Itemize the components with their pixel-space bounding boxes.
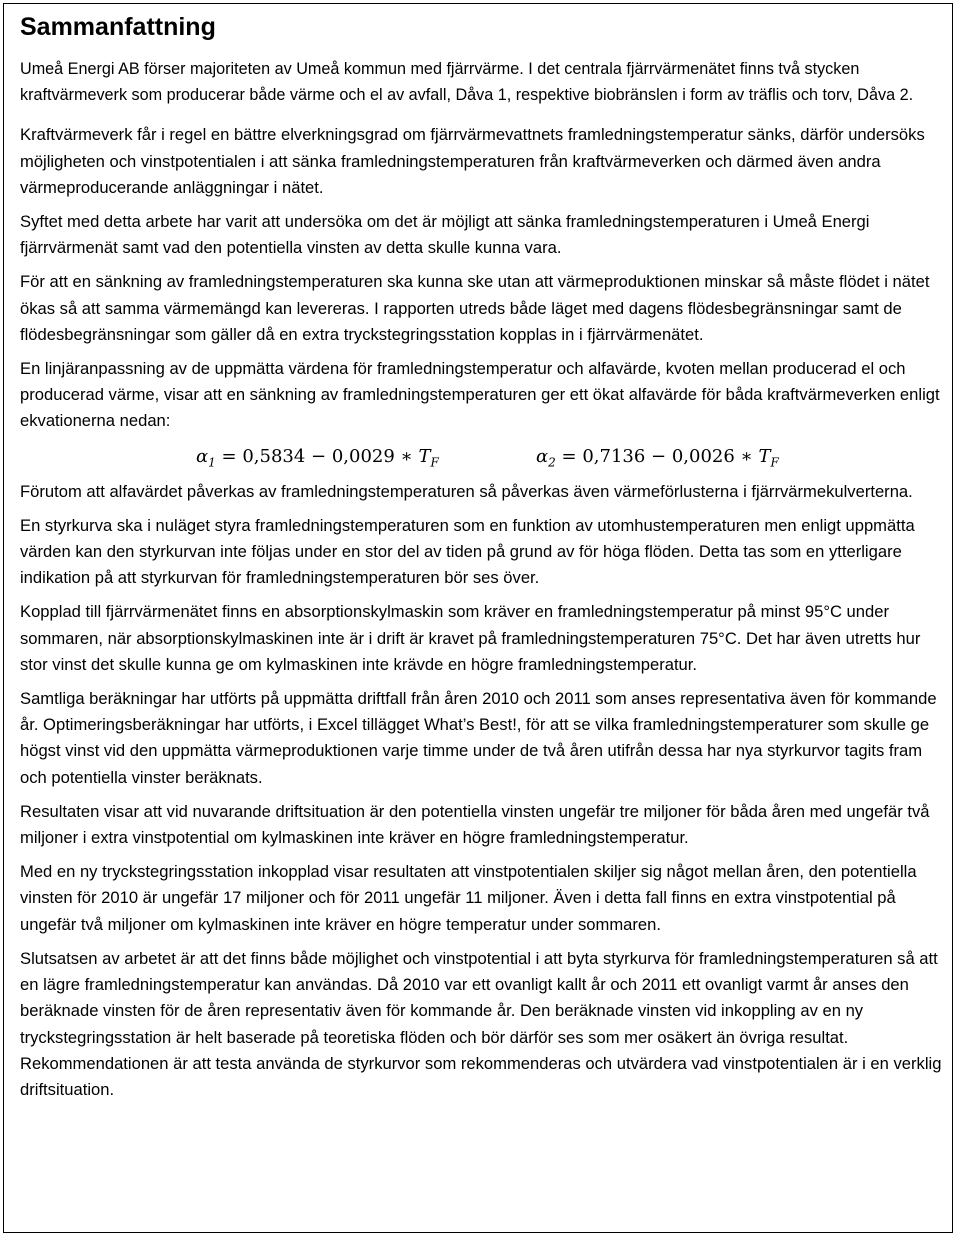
paragraph-linjaranpassning: En linjäranpassning av de uppmätta värdena för framledningstemperatur och alfavärde, kvoten mellan producerad el och producerad värme, visar att en sänkning av framledningstemperaturen ger ett ökat alfavärde för båda kraftvärmeverken enligt ekvationerna nedan:	[20, 359, 940, 431]
paragraph-varmeforluster: Förutom att alfavärdet påverkas av framledningstemperaturen så påverkas även värmeförlusterna i fjärrvärmekulverterna.	[20, 481, 913, 501]
eq1-symbol: α	[196, 445, 209, 467]
paragraph-intro: Umeå Energi AB förser majoriteten av Umeå kommun med fjärrvärme. I det centrala fjärrvärmenätet finns två stycken kraftvärmeverk som producerar både värme och el av avfall, Dåva 1, respektive biobränslen i form av träflis och torv, Dåva 2.	[20, 60, 914, 105]
summary-content	[20, 12, 948, 1111]
eq1-body: = 0,5834 − 0,0029 ∗	[221, 445, 419, 467]
eq2-var-sub: F	[770, 455, 779, 470]
eq2-subscript: 2	[548, 455, 556, 470]
eq1-var-sub: F	[430, 455, 439, 470]
paragraph-tryckstegring: Med en ny tryckstegringsstation inkopplad visar resultaten att vinstpotentialen skiljer sig något mellan åren, den potentiella vinsten för 2010 är ungefär 17 miljoner och för 2011 ungefär 11 miljoner. Även i detta fall finns en extra vinstpotential på ungefär två miljoner om kylmaskinen inte kräver en högre temperatur under sommaren.	[20, 862, 917, 934]
summary-box	[3, 3, 953, 1233]
paragraph-kraftvarme: Kraftvärmeverk får i regel en bättre elverkningsgrad om fjärrvärmevattnets framledningstemperatur sänks, därför undersöks möjligheten och vinstpotentialen i att sänka framledningstemperaturen från kraftvärmeverken och därmed även andra värmeproducerande anläggningar i nätet.	[20, 125, 925, 197]
eq1-var: T	[418, 445, 431, 467]
paragraph-syfte: Syftet med detta arbete har varit att undersöka om det är möjligt att sänka framledningstemperaturen i Umeå Energi fjärrvärmenät samt vad den potentiella vinsten av detta skulle kunna vara.	[20, 212, 870, 258]
equation-alpha-1	[196, 446, 439, 470]
paragraph-flode: För att en sänkning av framledningstemperaturen ska kunna ske utan att värmeproduktionen minskar så måste flödet i nätet ökas så att samma värmemängd kan levereras. I rapporten utreds både läget med dagens flödesbegränsningar samt de flödesbegränsningar som gäller då en extra tryckstegringsstation kopplas in i fjärrvärmenätet.	[20, 272, 930, 344]
eq2-body: = 0,7136 − 0,0026 ∗	[561, 445, 759, 467]
paragraph-styrkurva: En styrkurva ska i nuläget styra framledningstemperaturen som en funktion av utomhustemperaturen men enligt uppmätta värden kan den styrkurvan inte följas under en stor del av tiden på grund av för höga flöden. Detta tas som en ytterligare indikation på att styrkurvan för framledningstemperaturen bör ses över.	[20, 515, 915, 588]
section-heading: Sammanfattning	[20, 13, 216, 41]
eq1-subscript: 1	[208, 455, 216, 470]
paragraph-slutsats: Slutsatsen av arbetet är att det finns både möjlighet och vinstpotential i att byta styrkurva för framledningstemperaturen så att en lägre framledningstemperatur kan användas. Då 2010 var ett ovanligt kallt år och 2011 ett ovanligt varmt år anses den beräknade vinsten för de åren representativ även för kommande år. Den beräknade vinsten vid inkoppling av en ny tryckstegringsstation är helt baserade på teoretiska flöden och bör därför ses som mer osäkert än övriga resultat. Rekommendationen är att testa använda de styrkurvor som rekommenderas och utvärdera vad vinstpotentialen är i en verklig driftsituation.	[20, 948, 942, 1099]
eq2-symbol: α	[536, 445, 549, 467]
paragraph-resultat: Resultaten visar att vid nuvarande driftsituation är den potentiella vinsten ungefär tre miljoner för båda åren med ungefär två miljoner i extra vinstpotential om kylmaskinen inte kräver en högre framledningstemperatur.	[20, 801, 930, 848]
equation-alpha-2	[536, 446, 779, 470]
eq2-var: T	[758, 445, 771, 467]
equations-row	[20, 441, 948, 475]
paragraph-berakningar: Samtliga beräkningar har utförts på uppmätta driftfall från åren 2010 och 2011 som anses representativa även för kommande år. Optimeringsberäkningar har utförts, i Excel tillägget What’s Best!, för att se vilka framledningstemperaturer som skulle ge högst vinst vid den uppmätta värmeproduktionen varje timme under de två åren utifrån dessa har nya styrkurvor tagits fram och potentiella vinster beräknats.	[20, 689, 937, 787]
paragraph-kylmaskin: Kopplad till fjärrvärmenätet finns en absorptionskylmaskin som kräver en framledningstemperatur på minst 95°C under sommaren, när absorptionskylmaskinen inte är i drift är kravet på framledningstemperaturen 75°C. Det har även utretts hur stor vinst det skulle kunna ge om kylmaskinen inte krävde en högre framledningstemperatur.	[20, 602, 921, 674]
